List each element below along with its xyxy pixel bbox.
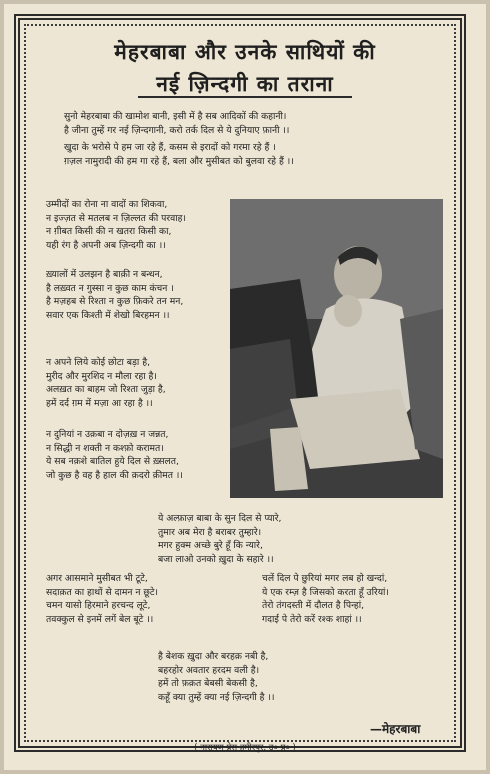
verse-line: उम्मीदों का रोना ना वादों का शिकवा,	[46, 199, 168, 210]
verse-line: जो कुछ है वह है हाल की क़दरो क़ीमत ।।	[46, 469, 183, 481]
intro-line: सुनो मेहरबाबा की खामोश बानी, इसी में है सब आदिकों की कहानी।	[64, 111, 287, 122]
stanza-7	[158, 650, 274, 704]
verse-line: न इज्ज़त से मतलब न ज़िल्लत की परवाह।	[46, 212, 186, 224]
verse-line: तवक्कुल से इनमें लगें बेल बूटे ।।	[46, 613, 154, 625]
intro-line: खुदा के भरोसे पे हम जा रहे हैं, कसम से इरादों को गरमा रहे हैं ।	[64, 142, 276, 154]
stanza-2	[46, 268, 183, 322]
verse-line: है मज़हब से रिश्ता न कुछ फ़िकरे तन मन,	[46, 296, 184, 308]
stanza-6-right	[262, 572, 389, 626]
verse-line: न दुनियां न उक़बा न दोज़ख़ न जन्नत,	[46, 429, 169, 440]
signature: —मेहरबाबा	[370, 722, 421, 736]
verse-line: है बेशक ख़ुदा और बरहक़ नबी है,	[158, 651, 269, 662]
verse-line: मगर हुक्म अच्छे बुरे हूँ कि न्यारे,	[158, 540, 263, 552]
meher-baba-photo	[230, 199, 443, 498]
verse-line: ये एक रम्ज़ है जिसको करता हूँ उरियां।	[262, 586, 389, 598]
stanza-3	[46, 356, 166, 410]
verse-line: तुमार अब मेरा है बराबर तुम्हारे।	[158, 526, 262, 538]
stanza-4	[46, 428, 183, 482]
photo-illustration	[230, 199, 443, 498]
verse-line: बजा लाओ उनको ख़ुदा के सहारे ।।	[158, 553, 274, 565]
verse-line: बहरहोर अवतार हरदम वली है।	[158, 664, 260, 676]
verse-line: चमन यासो हिरमाने हरचन्द लूटे,	[46, 600, 151, 612]
verse-line: ये सब नक़शे बातिल हुये दिल से ख़्सलत,	[46, 456, 179, 468]
verse-line: अलख़त का बाहम जो रिश्ता जुड़ा है,	[46, 384, 166, 396]
title-underline	[138, 96, 352, 98]
verse-line: सवार एक किश्ती में शेखो बिरहमन ।।	[46, 309, 170, 321]
verse-line: गदाई पे तेरो करें रश्क शाहां ।।	[262, 613, 362, 625]
title-line-1: मेहरबाबा और उनके साथियों की	[114, 40, 376, 64]
intro-line: ग़ज़ल नामुरादी की हम गा रहे हैं, बला और मुसीबत को बुलवा रहे हैं ।।	[64, 155, 294, 167]
verse-line: है लख़्वत न गुस्सा न कुछ काम कंचन ।	[46, 282, 174, 294]
intro-verse	[64, 110, 294, 168]
stanza-5	[158, 512, 281, 566]
verse-line: हमें दर्द ग़म में मज़ा आ रहा है ।।	[46, 397, 153, 409]
intro-line: है जीना तुम्हें गर नई ज़िन्दगानी, करो तर्क दिल से ये दुनियाए फ़ानी ।।	[64, 124, 290, 136]
verse-line: चलें दिल पे छुरियां मगर लब हो खन्दां,	[262, 573, 388, 584]
verse-line: न सिद्धी न शक्ती न कश्फ़ो करामत।	[46, 442, 164, 454]
verse-line: न अपने लिये कोई छोटा बड़ा है,	[46, 357, 151, 368]
verse-line: यही रंग है अपनी अब ज़िन्दगी का ।।	[46, 239, 166, 251]
press-imprint: ( नारायण प्रेस हमीरपुर, उ० प्र० )	[194, 743, 296, 753]
verse-line: न ग़ीबत किसी की न खतरा किसी का,	[46, 226, 172, 238]
verse-line: अगर आसमाने मुसीबत भी टूटे,	[46, 573, 148, 584]
stanza-6-left	[46, 572, 158, 626]
verse-line: सदाक़त का हाथों से दामन न छूटे।	[46, 586, 158, 598]
stanza-1	[46, 198, 186, 252]
verse-line: कहूँ क्या तुम्हें क्या नई ज़िन्दगी है ।।	[158, 691, 275, 703]
verse-line: हमें तो फ़क़त बेबसी बेकसी है,	[158, 678, 258, 690]
verse-line: तेरो तंगदस्ती में दौलत है पिन्हां,	[262, 600, 365, 612]
title-line-2: नई ज़िन्दगी का तराना	[156, 72, 334, 96]
verse-line: ख़्यालों में उलझन है बाक़ी न बन्धन,	[46, 269, 163, 280]
verse-line: मुरीद और मुरशिद न मौला रहा है।	[46, 370, 157, 382]
verse-line: ये अल्फ़ाज़ बाबा के सुन दिल से प्यारे,	[158, 513, 282, 524]
